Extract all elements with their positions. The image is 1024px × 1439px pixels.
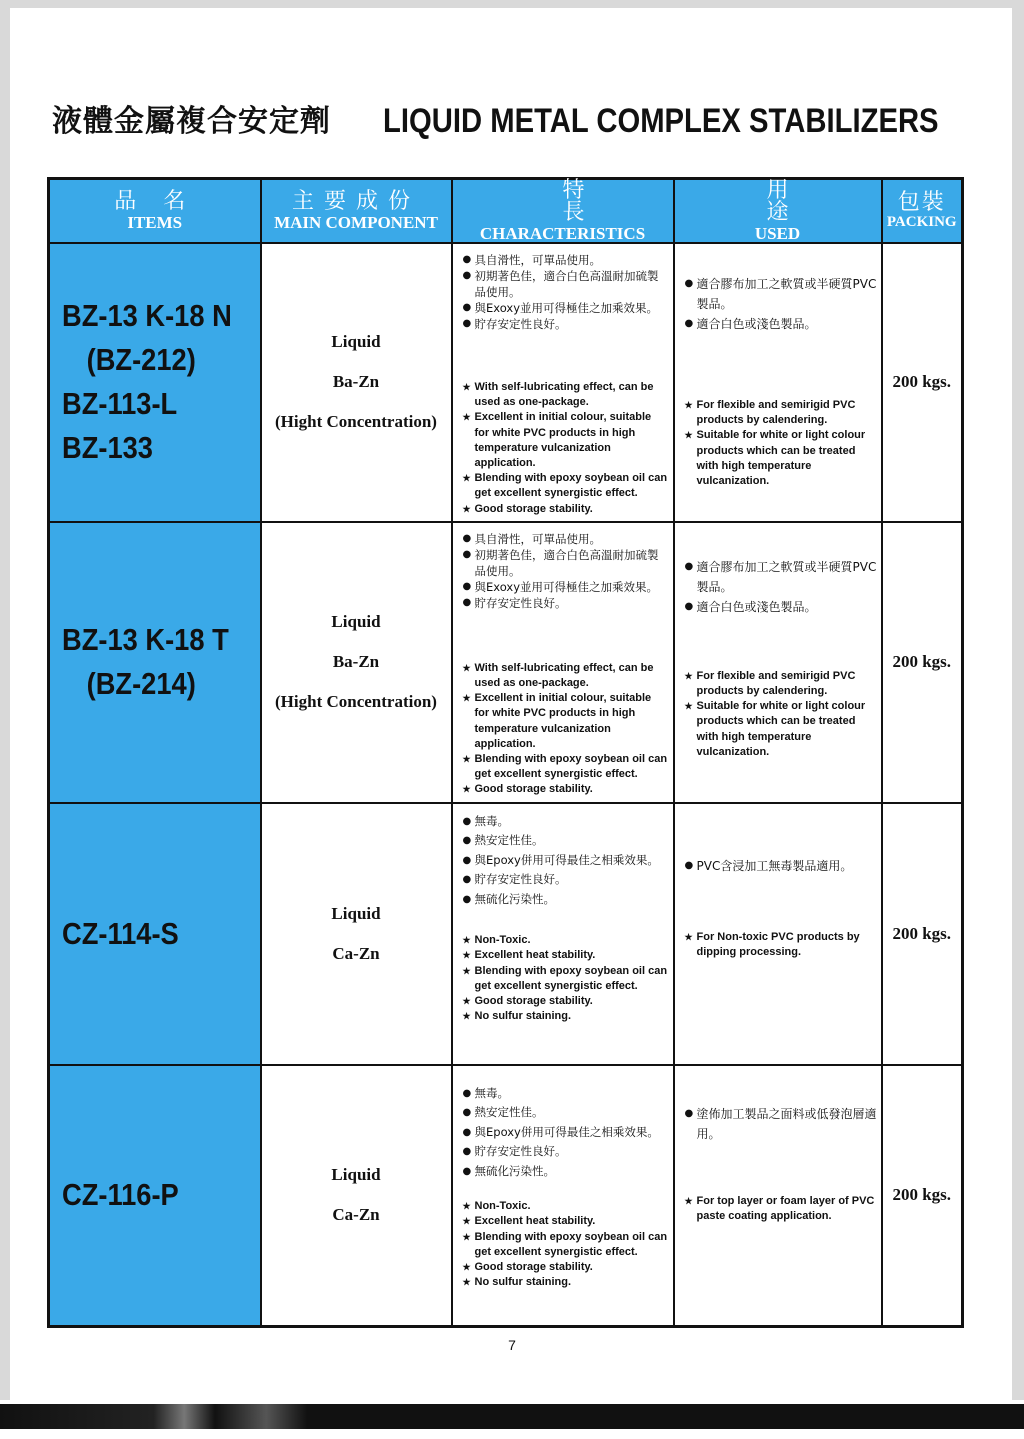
header-packing [882, 179, 963, 244]
characteristics-zh-list [463, 252, 669, 332]
list-item: ● 適合白色或淺色製品。 [685, 314, 877, 334]
list-item: ★ With self-lubricating effect, can be used as one-package. [463, 661, 669, 691]
list-item: ★ Excellent heat stability. [463, 1214, 669, 1229]
component-line: (Hight Concentration) [275, 692, 437, 712]
list-item: ● 熱安定性佳。 [463, 1103, 669, 1123]
list-item: ● 具自滑性，可單品使用。 [463, 531, 669, 547]
list-item: ● 塗佈加工製品之面料或低發泡層適用。 [685, 1104, 877, 1144]
list-item: ★ Excellent in initial colour, suitable for white PVC products in high temperature vulcanization application. [463, 410, 669, 471]
packing-cell: 200 kgs. [882, 522, 963, 803]
item-name-cell [49, 243, 261, 522]
item-code: BZ-13 K-18 N [62, 298, 232, 334]
header-packing-zh: 包裝 [897, 190, 946, 215]
item-name-cell [49, 803, 261, 1065]
packing-cell: 200 kgs. [882, 243, 963, 522]
used-cell [674, 803, 882, 1065]
list-item: ★ Good storage stability. [463, 1260, 669, 1275]
component-line: Liquid [331, 1165, 381, 1185]
characteristics-en-list [463, 933, 669, 1024]
list-item: ★ Blending with epoxy soybean oil can get excellent synergistic effect. [463, 1230, 669, 1260]
list-item: ★ No sulfur staining. [463, 1275, 669, 1290]
header-used-zh: 用 途 [766, 178, 849, 225]
list-item: ● 適合膠布加工之軟質或半硬質PVC製品。 [685, 557, 877, 597]
list-item: ● 適合膠布加工之軟質或半硬質PVC製品。 [685, 274, 877, 314]
list-item: ★ Blending with epoxy soybean oil can get excellent synergistic effect. [463, 964, 669, 994]
component-line: Liquid [331, 612, 381, 632]
list-item: ● 與Epoxy併用可得最佳之相乘效果。 [463, 851, 669, 871]
header-items [49, 179, 261, 244]
header-characteristics-en: CHARACTERISTICS [479, 224, 646, 243]
header-characteristics-zh: 特 長 [562, 178, 695, 225]
packing-cell: 200 kgs. [882, 803, 963, 1065]
list-item: ● 初期著色佳，適合白色高溫耐加硫製品使用。 [463, 547, 669, 579]
table-row [49, 1065, 963, 1327]
list-item: ★ With self-lubricating effect, can be used as one-package. [463, 380, 669, 410]
table-row [49, 803, 963, 1065]
component-line: Ba-Zn [332, 652, 380, 672]
used-zh-list [685, 274, 877, 334]
list-item: ● 與Exoxy並用可得極佳之加乘效果。 [463, 300, 669, 316]
characteristics-en-list [463, 380, 669, 517]
item-code: BZ-113-L [62, 386, 178, 422]
list-item: ★ No sulfur staining. [463, 1009, 669, 1024]
used-zh-list [685, 557, 877, 617]
list-item: ★ Suitable for white or light colour products which can be treated with high temperature vulcanization. [685, 699, 877, 760]
list-item: ● 無硫化污染性。 [463, 890, 669, 910]
used-en-list [685, 1194, 877, 1224]
list-item: ● 與Epoxy併用可得最佳之相乘效果。 [463, 1123, 669, 1143]
used-en-list [685, 398, 877, 489]
table-row [49, 522, 963, 803]
used-zh-list [685, 856, 877, 876]
header-items-en: ITEMS [127, 213, 183, 232]
used-en-list [685, 930, 877, 960]
product-spec-table [47, 177, 964, 1328]
list-item: ★ Good storage stability. [463, 782, 669, 797]
header-used [674, 179, 882, 244]
component-line: Liquid [331, 903, 381, 923]
list-item: ● 初期著色佳，適合白色高溫耐加硫製品使用。 [463, 268, 669, 300]
main-component-cell [261, 1065, 452, 1327]
main-component-cell [261, 522, 452, 803]
characteristics-zh-list [463, 1084, 669, 1182]
component-line: Ba-Zn [332, 372, 380, 392]
used-cell [674, 1065, 882, 1327]
list-item: ★ For flexible and semirigid PVC products by calendering. [685, 669, 877, 699]
header-used-en: USED [754, 224, 801, 243]
page-number: 7 [508, 1337, 516, 1353]
list-item: ★ Blending with epoxy soybean oil can get excellent synergistic effect. [463, 752, 669, 782]
list-item: ★ Non-Toxic. [463, 1199, 669, 1214]
used-en-list [685, 669, 877, 760]
list-item: ● 熱安定性佳。 [463, 831, 669, 851]
used-zh-list [685, 1104, 877, 1144]
component-line: (Hight Concentration) [275, 412, 437, 432]
characteristics-en-list [463, 661, 669, 798]
characteristics-cell [452, 1065, 674, 1327]
item-code: (BZ-212) [86, 342, 196, 378]
component-line: Ca-Zn [332, 943, 380, 963]
header-packing-en: PACKING [886, 214, 957, 230]
main-component-cell [261, 243, 452, 522]
list-item: ★ Excellent heat stability. [463, 948, 669, 963]
characteristics-zh-list [463, 812, 669, 910]
list-item: ● 無毒。 [463, 812, 669, 832]
list-item: ★ Suitable for white or light colour products which can be treated with high temperature vulcanization. [685, 428, 877, 489]
list-item: ● 貯存安定性良好。 [463, 316, 669, 332]
header-items-zh: 品 名 [114, 189, 196, 214]
item-code: BZ-13 K-18 T [62, 622, 229, 658]
item-name-cell [49, 1065, 261, 1327]
list-item: ★ For Non-toxic PVC products by dipping processing. [685, 930, 877, 960]
item-name-cell [49, 522, 261, 803]
header-main-component [261, 179, 452, 244]
packing-cell: 200 kgs. [882, 1065, 963, 1327]
list-item: ★ For top layer or foam layer of PVC paste coating application. [685, 1194, 877, 1224]
item-code: BZ-133 [62, 430, 153, 466]
used-cell [674, 243, 882, 522]
list-item: ● 無硫化污染性。 [463, 1162, 669, 1182]
list-item: ★ Good storage stability. [463, 502, 669, 517]
list-item: ● 貯存安定性良好。 [463, 1142, 669, 1162]
characteristics-cell [452, 522, 674, 803]
table-row [49, 243, 963, 522]
item-code: CZ-116-P [62, 1177, 179, 1213]
characteristics-cell [452, 243, 674, 522]
header-characteristics [452, 178, 695, 244]
list-item: ★ Good storage stability. [463, 994, 669, 1009]
characteristics-cell [452, 803, 674, 1065]
used-cell [674, 522, 882, 803]
item-code: CZ-114-S [62, 915, 179, 951]
page-title-chinese: 液體金屬複合安定劑 [52, 104, 331, 139]
list-item: ★ For flexible and semirigid PVC products by calendering. [685, 398, 877, 428]
main-component-cell [261, 803, 452, 1065]
list-item: ★ Blending with epoxy soybean oil can get excellent synergistic effect. [463, 471, 669, 501]
item-code: (BZ-214) [86, 666, 196, 702]
list-item: ● PVC含浸加工無毒製品適用。 [685, 856, 877, 876]
component-line: Ca-Zn [332, 1205, 380, 1225]
list-item: ● 無毒。 [463, 1084, 669, 1104]
list-item: ● 貯存安定性良好。 [463, 595, 669, 611]
characteristics-en-list [463, 1199, 669, 1290]
page-title-english: LIQUID METAL COMPLEX STABILIZERS [383, 102, 939, 140]
component-line: Liquid [331, 332, 381, 352]
characteristics-zh-list [463, 531, 669, 611]
scan-edge-bar [0, 1404, 1024, 1429]
header-component-zh: 主要成份 [291, 189, 420, 214]
list-item: ● 貯存安定性良好。 [463, 870, 669, 890]
list-item: ● 與Exoxy並用可得極佳之加乘效果。 [463, 579, 669, 595]
list-item: ● 適合白色或淺色製品。 [685, 597, 877, 617]
list-item: ★ Excellent in initial colour, suitable for white PVC products in high temperature vulcanization application. [463, 691, 669, 752]
table-header-row [49, 179, 963, 244]
list-item: ● 具自滑性，可單品使用。 [463, 252, 669, 268]
list-item: ★ Non-Toxic. [463, 933, 669, 948]
header-component-en: MAIN COMPONENT [274, 213, 438, 232]
